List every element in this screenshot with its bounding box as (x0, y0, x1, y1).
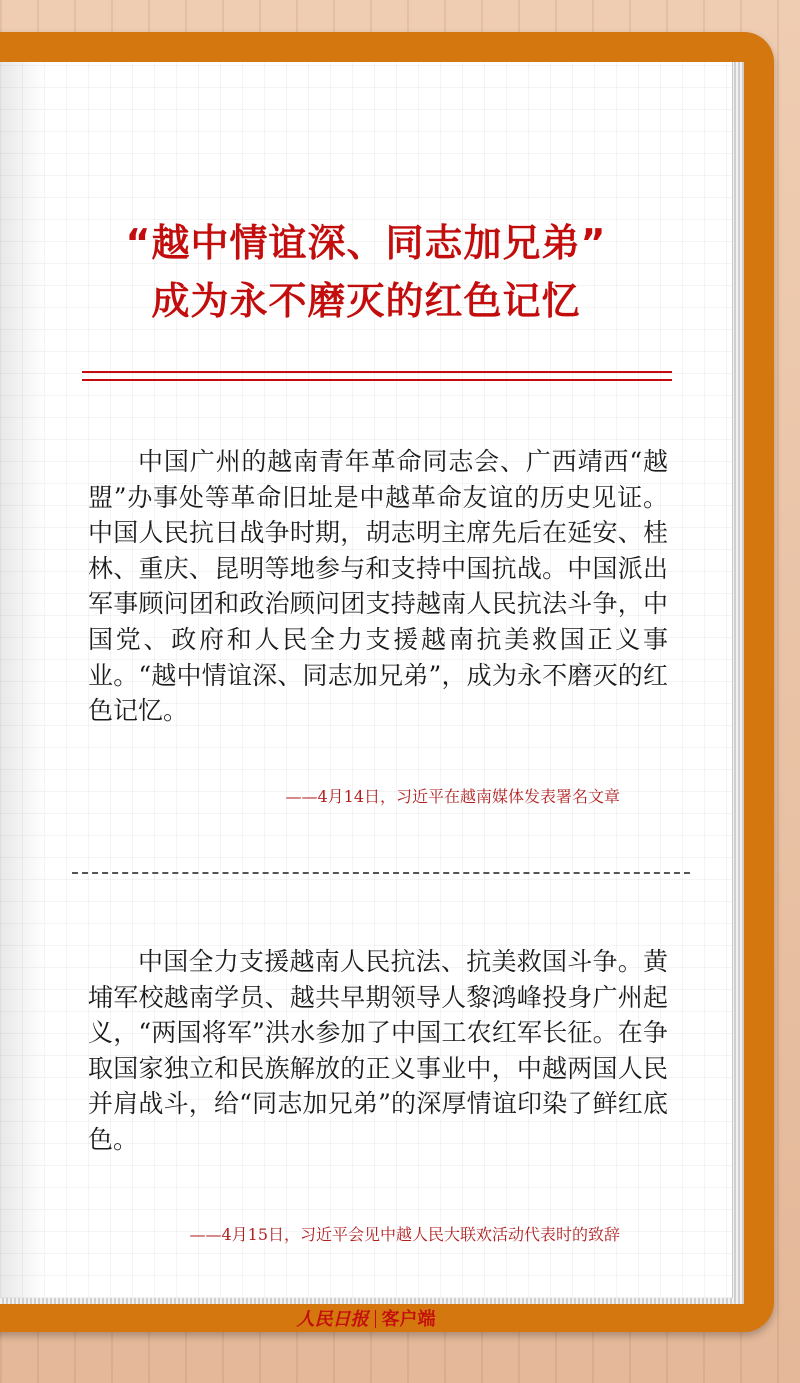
quote-attribution-2: ——4月15日，习近平会见中越人民大联欢活动代表时的致辞 (189, 1225, 620, 1244)
headline-line-2: 成为永不磨灭的红色记忆 (151, 279, 581, 323)
footer-separator (375, 1310, 376, 1328)
footer-client-label: 客户端 (381, 1309, 436, 1330)
notebook-page (0, 62, 733, 1330)
quote-attribution-1: ——4月14日，习近平在越南媒体发表署名文章 (285, 787, 620, 806)
dashed-divider (72, 872, 690, 874)
peoples-daily-logo: 人民日报 (296, 1309, 369, 1330)
headline-line-1: “越中情谊深、同志加兄弟” (125, 221, 607, 265)
quote-paragraph-1: 中国广州的越南青年革命同志会、广西靖西“越盟”办事处等革命旧址是中越革命友谊的历史见证。中国人民抗日战争时期，胡志明主席先后在延安、桂林、重庆、昆明等地参与和支持中国抗战。中国派出军事顾问团和政治顾问团支持越南人民抗法斗争，中国党、政府和人民全力支援越南抗美救国正义事业。“越中情谊深、同志加兄弟”，成为永不磨灭的红色记忆。 (88, 447, 668, 726)
headline-double-rule (82, 371, 672, 381)
footer-brand (0, 1305, 732, 1331)
quote-paragraph-2: 中国全力支援越南人民抗法、抗美救国斗争。黄埔军校越南学员、越共早期领导人黎鸿峰投身广州起义，“两国将军”洪水参加了中国工农红军长征。在争取国家独立和民族解放的正义事业中，中越两国人民并肩战斗，给“同志加兄弟”的深厚情谊印染了鲜红底色。 (88, 947, 668, 1154)
